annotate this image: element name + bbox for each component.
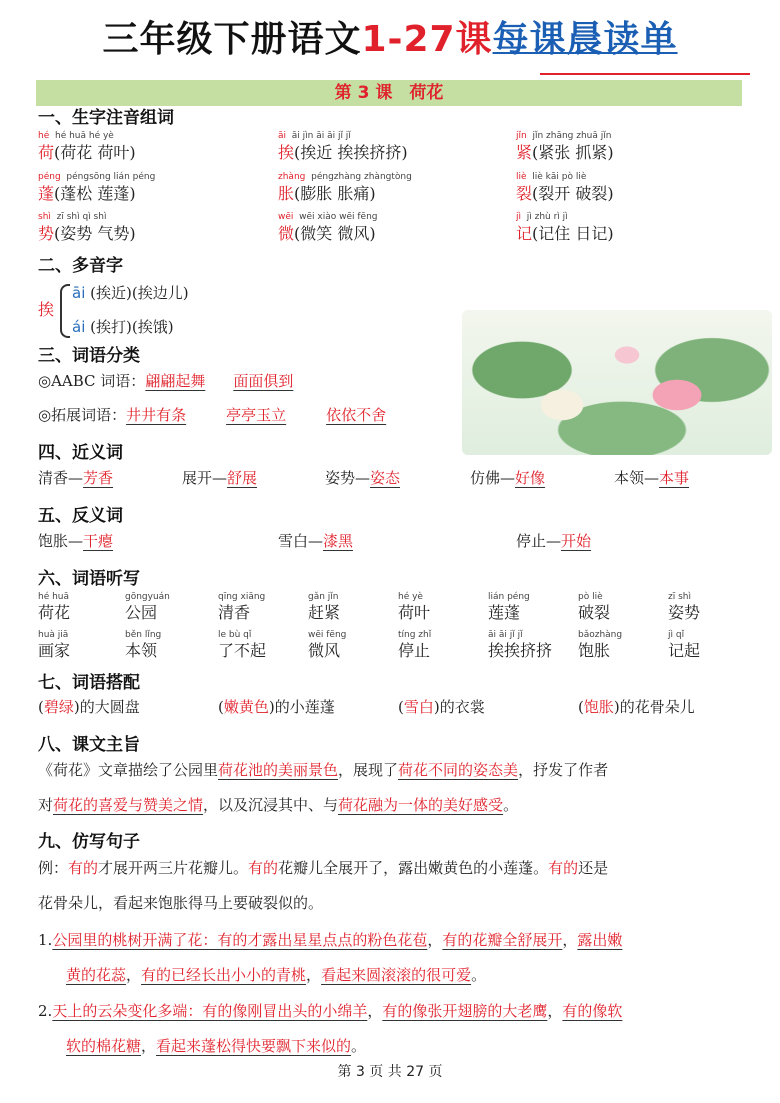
- dictation-word: 荷花: [38, 603, 71, 622]
- dictation-pinyin: bǎozhàng: [578, 630, 623, 640]
- dictation-word: 荷叶: [398, 603, 431, 622]
- example-line-2: 花骨朵儿，看起来饱胀得马上要破裂似的。: [38, 894, 324, 912]
- char-entry: 记(记住 日记): [516, 224, 614, 243]
- char-entry: 荷(荷花 荷叶): [38, 143, 136, 162]
- imitation-2-line-1: 2.天上的云朵变化多端：有的像刚冒出头的小绵羊，有的像张开翅膀的大老鹰，有的像软: [38, 1002, 623, 1020]
- section-heading: 七、词语搭配: [38, 673, 140, 693]
- char-entry: 胀(膨胀 胀痛): [278, 184, 376, 203]
- dictation-word: 停止: [398, 641, 431, 660]
- section-heading: 五、反义词: [38, 506, 123, 526]
- dictation-pinyin: le bù qǐ: [218, 630, 252, 640]
- dictation-pinyin: hé huā: [38, 592, 70, 602]
- dictation-pinyin: hé yè: [398, 592, 423, 602]
- dictation-pinyin: zī shì: [668, 592, 691, 602]
- char-entry: 蓬(蓬松 莲蓬): [38, 184, 136, 203]
- theme-line-2: 对荷花的喜爱与赞美之情，以及沉浸其中、与荷花融为一体的美好感受。: [38, 796, 519, 814]
- title-divider: [540, 73, 750, 75]
- dictation-word: 赶紧: [308, 603, 341, 622]
- section-heading: 三、词语分类: [38, 346, 140, 366]
- dictation-word: 画家: [38, 641, 71, 660]
- pinyin: zhàng péngzhàng zhàngtòng: [278, 172, 412, 182]
- dictation-word: 饱胀: [578, 641, 611, 660]
- synonym-pair: 展开—舒展: [182, 469, 258, 487]
- theme-line-1: 《荷花》文章描绘了公园里荷花池的美丽景色，展现了荷花不同的姿态美，抒发了作者: [38, 761, 609, 779]
- pinyin: shì zī shì qì shì: [38, 212, 107, 222]
- dictation-word: 莲蓬: [488, 603, 521, 622]
- synonym-pair: 姿势—姿态: [325, 469, 401, 487]
- page-title: 三年级下册语文1-27课每课晨读单: [102, 19, 678, 60]
- dictation-pinyin: pò liè: [578, 592, 603, 602]
- dictation-pinyin: tíng zhǐ: [398, 630, 432, 640]
- pinyin: liè liè kāi pò liè: [516, 172, 587, 182]
- collocation: (雪白)的衣裳: [398, 698, 485, 716]
- synonym-pair: 清香—芳香: [38, 469, 114, 487]
- collocation: (饱胀)的花骨朵儿: [578, 698, 695, 716]
- dictation-pinyin: běn lǐng: [125, 630, 162, 640]
- pinyin: jì jì zhù rì jì: [516, 212, 568, 222]
- char-entry: 挨(挨近 挨挨挤挤): [278, 143, 408, 162]
- polyphone-char: 挨: [38, 300, 55, 319]
- extended-row: ◎拓展词语：井井有条 亭亭玉立 依依不舍: [38, 406, 387, 424]
- section-heading: 九、仿写句子: [38, 832, 140, 852]
- page-footer: 第 3 页 共 27 页: [337, 1064, 443, 1080]
- dictation-pinyin: huà jiā: [38, 630, 69, 640]
- dictation-word: 清香: [218, 603, 251, 622]
- char-entry: 势(姿势 气势): [38, 224, 136, 243]
- char-entry: 紧(紧张 抓紧): [516, 143, 614, 162]
- dictation-word: 挨挨挤挤: [488, 641, 553, 660]
- imitation-2-line-2: 软的棉花糖，看起来蓬松得快要飘下来似的。: [66, 1037, 367, 1055]
- section-heading: 六、词语听写: [38, 569, 140, 589]
- pinyin: wēi wēi xiào wēi fēng: [278, 212, 378, 222]
- collocation: (嫩黄色)的小莲蓬: [218, 698, 335, 716]
- brace-icon: [60, 284, 70, 338]
- section-heading: 一、生字注音组词: [38, 108, 174, 128]
- antonym-pair: 饱胀—干瘪: [38, 532, 114, 550]
- char-entry: 微(微笑 微风): [278, 224, 376, 243]
- dictation-word: 公园: [125, 603, 158, 622]
- synonym-pair: 仿佛—好像: [470, 469, 546, 487]
- polyphone-reading-1: āi (挨近)(挨边儿): [72, 284, 189, 302]
- dictation-pinyin: lián péng: [488, 592, 530, 602]
- dictation-word: 姿势: [668, 603, 701, 622]
- imitation-1-line-1: 1.公园里的桃树开满了花：有的才露出星星点点的粉色花苞，有的花瓣全舒展开，露出嫩: [38, 931, 623, 949]
- imitation-1-line-2: 黄的花蕊，有的已经长出小小的青桃，看起来圆滚滚的很可爱。: [66, 966, 487, 984]
- section-heading: 四、近义词: [38, 443, 123, 463]
- example-line-1: 例：有的才展开两三片花瓣儿。有的花瓣儿全展开了，露出嫩黄色的小莲蓬。有的还是: [38, 859, 609, 877]
- synonym-pair: 本领—本事: [614, 469, 690, 487]
- lesson-banner: 第 3 课 荷花: [36, 80, 742, 106]
- dictation-word: 了不起: [218, 641, 267, 660]
- antonym-pair: 停止—开始: [516, 532, 592, 550]
- dictation-pinyin: wēi fēng: [308, 630, 347, 640]
- dictation-word: 记起: [668, 641, 701, 660]
- dictation-word: 微风: [308, 641, 341, 660]
- dictation-pinyin: jì qǐ: [668, 630, 685, 640]
- antonym-pair: 雪白—漆黑: [278, 532, 354, 550]
- pinyin: hé hé huā hé yè: [38, 131, 114, 141]
- section-heading: 八、课文主旨: [38, 735, 140, 755]
- dictation-pinyin: gōngyuán: [125, 592, 170, 602]
- lotus-illustration: [462, 310, 772, 455]
- dictation-pinyin: gǎn jǐn: [308, 592, 339, 602]
- dictation-pinyin: āi āi jǐ jǐ: [488, 630, 523, 640]
- pinyin: jǐn jǐn zhāng zhuā jǐn: [516, 131, 612, 141]
- section-heading: 二、多音字: [38, 256, 123, 276]
- pinyin: péng péngsōng lián péng: [38, 172, 156, 182]
- pinyin: āi āi jìn āi āi jǐ jǐ: [278, 131, 351, 141]
- dictation-word: 本领: [125, 641, 158, 660]
- aabc-row: ◎AABC 词语：翩翩起舞 面面俱到: [38, 372, 294, 390]
- char-entry: 裂(裂开 破裂): [516, 184, 614, 203]
- collocation: (碧绿)的大圆盘: [38, 698, 140, 716]
- dictation-word: 破裂: [578, 603, 611, 622]
- dictation-pinyin: qīng xiāng: [218, 592, 266, 602]
- polyphone-reading-2: ái (挨打)(挨饿): [72, 318, 174, 336]
